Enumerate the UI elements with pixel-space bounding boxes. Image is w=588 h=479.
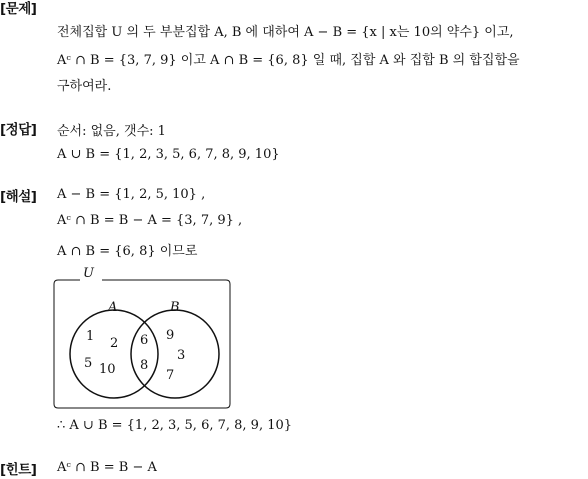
hint-tag: [힌트] (0, 462, 37, 478)
venn-number: 6 (140, 333, 149, 348)
venn-diagram (50, 266, 240, 412)
explanation-conclusion: ∴ A ∪ B = {1, 2, 3, 5, 6, 7, 8, 9, 10} (57, 418, 293, 433)
explanation-line-3: A ∩ B = {6, 8} 이므로 (57, 244, 198, 259)
problem-line-2: Aᶜ ∩ B = {3, 7, 9} 이고 A ∩ B = {6, 8} 일 때, 집합 A 와 집합 B 의 합집합을 (57, 53, 520, 68)
venn-number: 2 (110, 336, 119, 351)
explanation-line-2: Aᶜ ∩ B = B − A = {3, 7, 9} , (57, 213, 243, 228)
problem-tag: [문제] (0, 1, 37, 17)
set-b-circle (131, 310, 219, 398)
problem-line-3: 구하여라. (57, 79, 112, 94)
set-b-label: B (170, 300, 180, 315)
venn-number: 10 (99, 362, 116, 377)
venn-number: 5 (84, 356, 93, 371)
venn-number: 7 (166, 368, 175, 383)
venn-number: 1 (86, 329, 95, 344)
set-a-circle (70, 310, 158, 398)
problem-line-1: 전체집합 U 의 두 부분집합 A, B 에 대하여 A − B = {x | x는 10의 약수} 이고, (57, 25, 514, 40)
universe-label: U (83, 266, 94, 281)
set-a-label: A (108, 300, 118, 315)
venn-number: 8 (140, 358, 149, 373)
answer-line-1: 순서: 없음, 갯수: 1 (57, 124, 166, 139)
explanation-tag: [해설] (0, 189, 37, 205)
answer-line-2: A ∪ B = {1, 2, 3, 5, 6, 7, 8, 9, 10} (57, 147, 280, 162)
answer-tag: [정답] (0, 122, 37, 138)
venn-number: 3 (177, 348, 186, 363)
venn-number: 9 (166, 328, 175, 343)
hint-line-1: Aᶜ ∩ B = B − A (57, 460, 157, 475)
explanation-line-1: A − B = {1, 2, 5, 10} , (57, 187, 206, 202)
